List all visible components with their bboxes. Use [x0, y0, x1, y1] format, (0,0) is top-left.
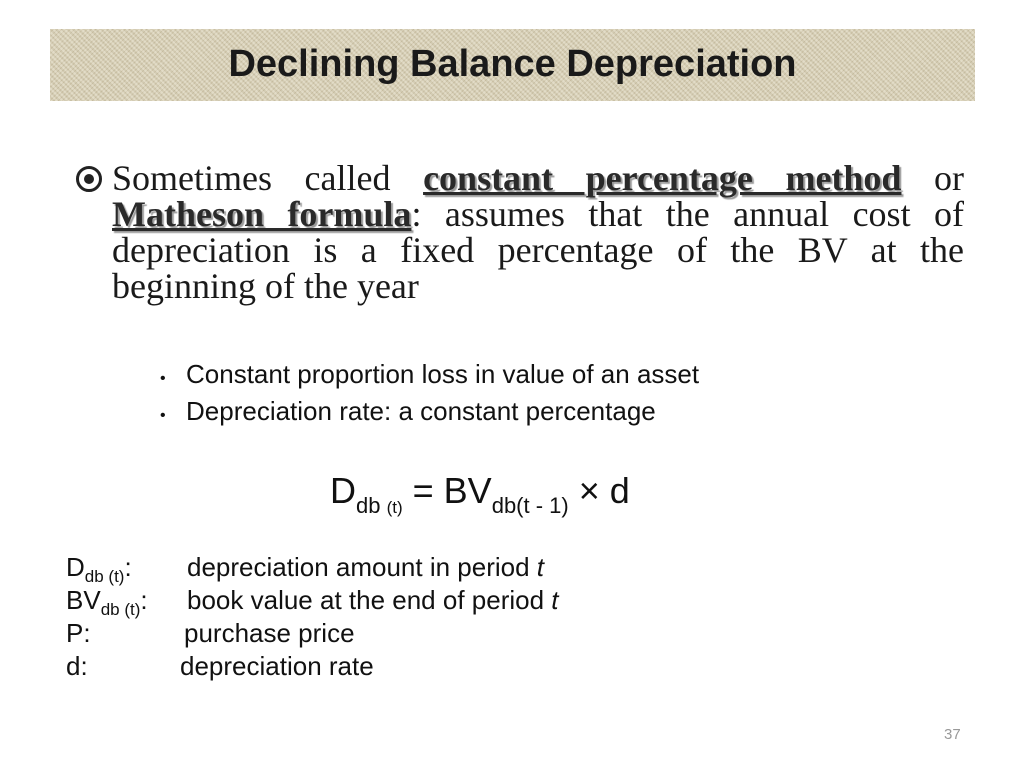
term-colon: :: [124, 552, 132, 582]
definition-desc: [187, 551, 544, 584]
intro-text-2: or: [901, 158, 965, 198]
formula-lhs-sub-main: db: [356, 493, 387, 518]
desc-variable: t: [536, 552, 545, 582]
page-number: 37: [944, 726, 961, 743]
slide-title: Declining Balance Depreciation: [228, 43, 797, 85]
desc-text: book value at the end of period: [187, 585, 552, 615]
formula-rhs-sub: db(t - 1): [491, 493, 569, 518]
formula-times: × d: [568, 470, 630, 511]
emphasis-constant-percentage: constant percentage method: [423, 158, 902, 198]
definition-desc: purchase price: [184, 618, 355, 648]
term-symbol: D: [66, 552, 85, 582]
sub-bullet-item: [160, 358, 699, 395]
formula-lhs: D: [330, 470, 356, 511]
circle-bullet-icon: [76, 166, 102, 192]
definition-term: P:: [66, 618, 91, 648]
formula-lhs-sub: [356, 493, 403, 518]
intro-paragraph: [112, 160, 964, 304]
title-banner: [50, 29, 975, 101]
intro-text-1: Sometimes called: [112, 158, 424, 198]
sub-bullet-text: Constant proportion loss in value of an asset: [186, 359, 700, 389]
sub-bullet-list: [160, 358, 699, 432]
intro-text-3: : assumes that the annual cost of depreciation is a fixed percentage of the BV at the beginning of the year: [112, 194, 965, 306]
sub-bullet-item: [160, 395, 699, 432]
term-colon: :: [140, 585, 148, 615]
formula-lhs-sub-t: (t): [386, 498, 403, 517]
desc-variable: t: [551, 585, 559, 615]
sub-bullet-text: Depreciation rate: a constant percentage: [186, 396, 656, 426]
formula-equals: = BV: [402, 470, 492, 511]
depreciation-formula: [330, 470, 630, 519]
term-subscript: db (t): [100, 600, 141, 619]
definition-desc: [187, 584, 559, 617]
definition-term: d:: [66, 651, 88, 681]
bullet-dot-icon: •: [160, 407, 166, 424]
term-subscript: db (t): [84, 567, 125, 586]
bullet-dot-icon: •: [160, 370, 166, 387]
emphasis-matheson-formula: Matheson formula: [112, 194, 412, 234]
term-symbol: BV: [66, 585, 101, 615]
definition-desc: depreciation rate: [180, 651, 374, 681]
desc-text: depreciation amount in period: [187, 552, 537, 582]
